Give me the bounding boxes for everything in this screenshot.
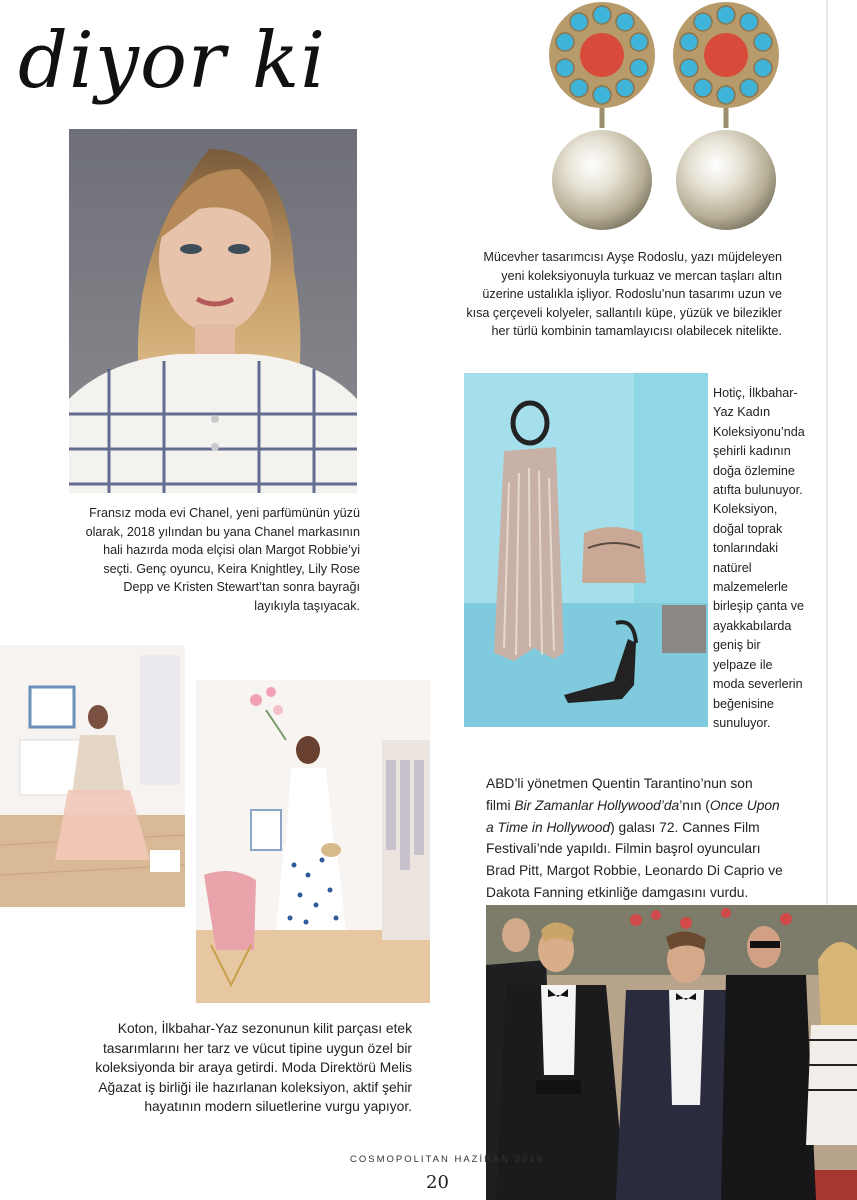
koton-photo-left xyxy=(0,645,185,907)
caption-line: kısa çerçeveli kolyeler, sallantılı küpe, yüzük ve bilezikler xyxy=(466,305,782,320)
caption-line: geniş bir xyxy=(713,638,761,653)
caption-line: doğal toprak xyxy=(713,521,783,536)
koton-photo-right xyxy=(196,680,430,1003)
caption-line: malzemelerle xyxy=(713,580,788,595)
jewelry-caption xyxy=(420,248,782,341)
caption-line: beğenisine xyxy=(713,696,774,711)
caption-line: Koton, İlkbahar-Yaz sezonunun kilit parçası etek xyxy=(117,1021,412,1036)
caption-line: ABD’li yönetmen Quentin Tarantino’nun son xyxy=(486,776,753,791)
portrait-photo xyxy=(69,129,357,493)
caption-line: her türlü kombinin tamamlayıcısı olabilecek nitelikte. xyxy=(491,324,782,338)
koton-caption xyxy=(20,1019,412,1117)
caption-line: birleşip çanta ve xyxy=(713,599,805,614)
caption-line xyxy=(486,795,786,817)
caption-line xyxy=(486,817,786,839)
caption-line: olarak, 2018 yılından bu yana Chanel markasının xyxy=(85,524,360,539)
caption-line: atıfta bulunuyor. xyxy=(713,483,803,498)
caption-line: seçti. Genç oyuncu, Keira Knightley, Lily Rose xyxy=(103,561,360,576)
caption-text: filmi xyxy=(486,797,515,813)
caption-text: ) galası 72. Cannes Film xyxy=(610,819,760,835)
caption-line: natürel xyxy=(713,560,752,575)
caption-line: moda severlerin xyxy=(713,677,803,692)
film-title-tr: Bir Zamanlar Hollywood’da xyxy=(514,797,680,813)
caption-line: tonlarındaki xyxy=(713,541,779,556)
bags-shoes-photo xyxy=(464,373,708,727)
caption-line: Depp ve Kristen Stewart’tan sonra bayrağı xyxy=(123,580,360,594)
film-title-en-part1: Once Upon xyxy=(709,797,780,813)
caption-line: koleksiyonda bir araya getirdi. Moda Direktörü Melis xyxy=(95,1060,412,1075)
caption-line: yeni koleksiyonuyla turkuaz ve mercan taşları altın xyxy=(501,268,782,283)
caption-line: ayakkabılarda xyxy=(713,618,792,633)
hotic-caption xyxy=(713,384,823,733)
caption-line: Koleksiyonu’nda xyxy=(713,424,805,439)
caption-line: yelpaze ile xyxy=(713,657,773,672)
film-title-en-part2: a Time in Hollywood xyxy=(486,819,611,835)
caption-line: Dakota Fanning etkinliğe damgasını vurdu. xyxy=(486,884,749,900)
caption-line: Hotiç, İlkbahar- xyxy=(713,386,798,400)
tarantino-caption xyxy=(486,773,786,904)
earrings-photo xyxy=(540,0,790,240)
caption-line: hali hazırda moda elçisi olan Margot Robbie’yi xyxy=(103,543,360,557)
caption-line: doğa özlemine xyxy=(713,463,795,478)
caption-line: tasarımlarını her tarz ve vücut tipine uygun özel bir xyxy=(102,1040,412,1056)
caption-line: hayatının modern siluetlerine vurgu yapıyor. xyxy=(144,1099,412,1114)
caption-line: sunuluyor. xyxy=(713,715,771,730)
caption-line: Ağazat iş birliği ile hazırlanan koleksiyon, aktif şehir xyxy=(98,1079,412,1095)
caption-line: şehirli kadının xyxy=(713,444,791,459)
caption-line: Mücevher tasarımcısı Ayşe Rodoslu, yazı müjdeleyen xyxy=(483,250,782,264)
caption-line: Brad Pitt, Margot Robbie, Leonardo Di Caprio ve xyxy=(486,863,783,879)
footer-magazine-label: COSMOPOLITAN HAZİRAN 2019 xyxy=(350,1154,544,1165)
caption-line: layıkıyla taşıyacak. xyxy=(254,598,360,613)
page-number: 20 xyxy=(426,1172,449,1193)
caption-line: Yaz Kadın xyxy=(713,405,771,420)
caption-text: ’nın ( xyxy=(679,797,710,813)
caption-line: Fransız moda evi Chanel, yeni parfümünün yüzü xyxy=(89,506,360,520)
caption-line: Koleksiyon, xyxy=(713,502,778,517)
chanel-caption xyxy=(70,504,360,615)
caption-line: üzerine ustalıkla işliyor. Rodoslu’nun tasarımı uzun ve xyxy=(482,287,782,301)
caption-line: Festivali’nde yapıldı. Filmin başrol oyuncuları xyxy=(486,841,761,857)
page-heading: diyor ki xyxy=(18,16,327,106)
